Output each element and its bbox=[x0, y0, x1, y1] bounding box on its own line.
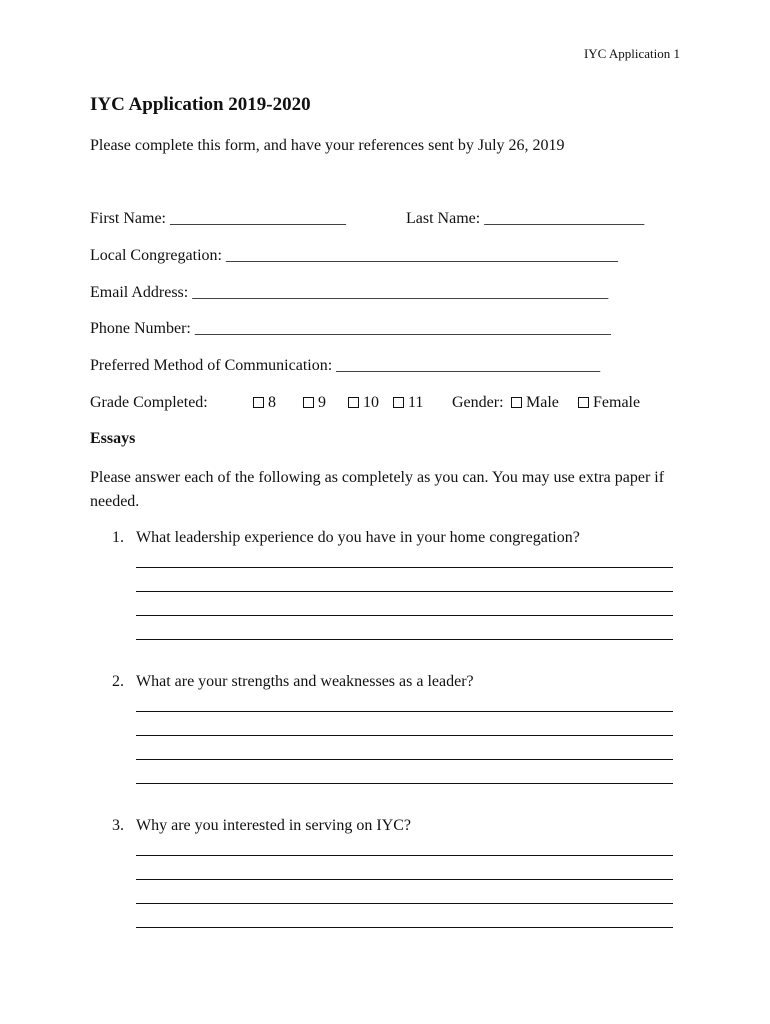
gender-option-male-label: Male bbox=[526, 394, 559, 411]
question-2 bbox=[112, 672, 474, 692]
essays-heading: Essays bbox=[90, 430, 136, 447]
checkbox-icon[interactable] bbox=[511, 397, 522, 408]
answer-line[interactable] bbox=[136, 855, 673, 856]
grade-option-8[interactable] bbox=[253, 393, 276, 413]
gender-option-male[interactable] bbox=[511, 393, 559, 413]
grade-option-8-label: 8 bbox=[268, 394, 276, 411]
answer-line[interactable] bbox=[136, 567, 673, 568]
grade-label: Grade Completed: bbox=[90, 394, 208, 411]
checkbox-icon[interactable] bbox=[253, 397, 264, 408]
grade-option-9[interactable] bbox=[303, 393, 326, 413]
question-3 bbox=[112, 816, 411, 836]
answer-line[interactable] bbox=[136, 615, 673, 616]
question-number: 2. bbox=[112, 673, 124, 690]
answer-line[interactable] bbox=[136, 591, 673, 592]
answer-line[interactable] bbox=[136, 783, 673, 784]
checkbox-icon[interactable] bbox=[393, 397, 404, 408]
grade-option-11-label: 11 bbox=[408, 394, 424, 411]
essays-instructions: Please answer each of the following as completely as you can. You may use extra paper if needed. bbox=[90, 469, 665, 510]
preferred-communication-field[interactable]: Preferred Method of Communication: _________________________________ bbox=[90, 357, 601, 374]
answer-line[interactable] bbox=[136, 903, 673, 904]
question-number: 1. bbox=[112, 529, 124, 546]
question-text: What leadership experience do you have in your home congregation? bbox=[136, 529, 580, 546]
grade-gender-row bbox=[90, 393, 690, 413]
email-field[interactable]: Email Address: ____________________________________________________ bbox=[90, 284, 609, 301]
checkbox-icon[interactable] bbox=[348, 397, 359, 408]
answer-line[interactable] bbox=[136, 735, 673, 736]
checkbox-icon[interactable] bbox=[578, 397, 589, 408]
grade-option-10-label: 10 bbox=[363, 394, 379, 411]
question-1 bbox=[112, 528, 580, 548]
gender-option-female-label: Female bbox=[593, 394, 641, 411]
checkbox-icon[interactable] bbox=[303, 397, 314, 408]
last-name-field[interactable]: Last Name: ____________________ bbox=[406, 210, 645, 227]
local-congregation-field[interactable]: Local Congregation: _________________________________________________ bbox=[90, 247, 618, 264]
intro-text: Please complete this form, and have your references sent by July 26, 2019 bbox=[90, 137, 565, 154]
grade-option-9-label: 9 bbox=[318, 394, 326, 411]
answer-line[interactable] bbox=[136, 711, 673, 712]
question-text: Why are you interested in serving on IYC? bbox=[136, 817, 412, 834]
gender-option-female[interactable] bbox=[578, 393, 640, 413]
answer-line[interactable] bbox=[136, 879, 673, 880]
first-name-field[interactable]: First Name: ______________________ bbox=[90, 210, 346, 227]
gender-label: Gender: bbox=[452, 394, 504, 411]
question-number: 3. bbox=[112, 817, 124, 834]
question-text: What are your strengths and weaknesses as a leader? bbox=[136, 673, 474, 690]
answer-line[interactable] bbox=[136, 759, 673, 760]
page-title: IYC Application 2019-2020 bbox=[90, 94, 311, 115]
phone-field[interactable]: Phone Number: ____________________________________________________ bbox=[90, 320, 611, 337]
grade-option-11[interactable] bbox=[393, 393, 423, 413]
running-head: IYC Application 1 bbox=[583, 46, 680, 61]
answer-line[interactable] bbox=[136, 639, 673, 640]
answer-line[interactable] bbox=[136, 927, 673, 928]
grade-option-10[interactable] bbox=[348, 393, 379, 413]
